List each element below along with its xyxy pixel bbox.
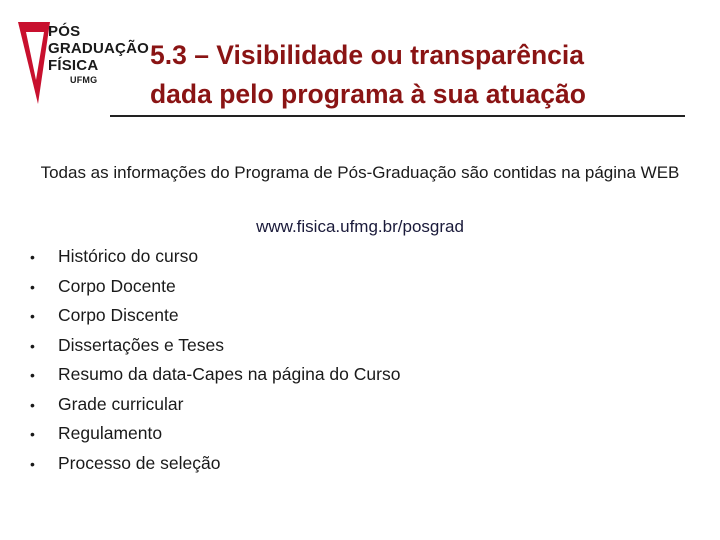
bullet-icon: •: [30, 426, 35, 442]
list-item-label: Processo de seleção: [58, 452, 221, 473]
list-item: [30, 272, 400, 302]
list-item-label: Histórico do curso: [58, 246, 199, 266]
list-item-label: Corpo Docente: [58, 275, 176, 296]
list-item-label: Regulamento: [58, 423, 163, 443]
intro-text: Todas as informações do Programa de Pós-Graduação são contidas na página WEB: [40, 163, 680, 182]
bullet-icon: •: [30, 396, 35, 413]
list-item: [30, 301, 400, 331]
list-item: [30, 242, 400, 272]
bullet-icon: •: [30, 278, 35, 295]
bullet-icon: •: [30, 249, 35, 265]
logo-wordmark: [48, 23, 149, 86]
list-item-label: Dissertações e Teses: [58, 334, 225, 355]
slide-title-line-1: 5.3 – Visibilidade ou transparência: [150, 40, 584, 70]
logo-line-3: FÍSICA: [48, 57, 99, 74]
logo-sub: UFMG: [70, 75, 98, 85]
list-item-label: Grade curricular: [58, 393, 184, 414]
list-item-label: Corpo Discente: [58, 305, 179, 325]
bullet-icon: •: [30, 308, 35, 324]
bullet-icon: •: [30, 337, 35, 354]
list-item: [30, 390, 400, 420]
list-item: [30, 419, 400, 449]
logo-line-2: GRADUAÇÃO: [48, 40, 149, 57]
slide-title-line-2: dada pelo programa à sua atuação: [150, 79, 586, 109]
program-url: www.fisica.ufmg.br/posgrad: [256, 217, 464, 236]
list-item: [30, 360, 400, 390]
topics-list: [30, 242, 400, 478]
list-item: [30, 449, 400, 479]
logo-line-1: PÓS: [48, 23, 81, 40]
bullet-icon: •: [30, 455, 35, 472]
title-divider: [110, 115, 685, 117]
program-logo: [14, 18, 149, 108]
bullet-icon: •: [30, 367, 35, 383]
list-item: [30, 331, 400, 361]
list-item-label: Resumo da data-Capes na página do Curso: [58, 364, 401, 384]
slide-title: [150, 36, 710, 114]
